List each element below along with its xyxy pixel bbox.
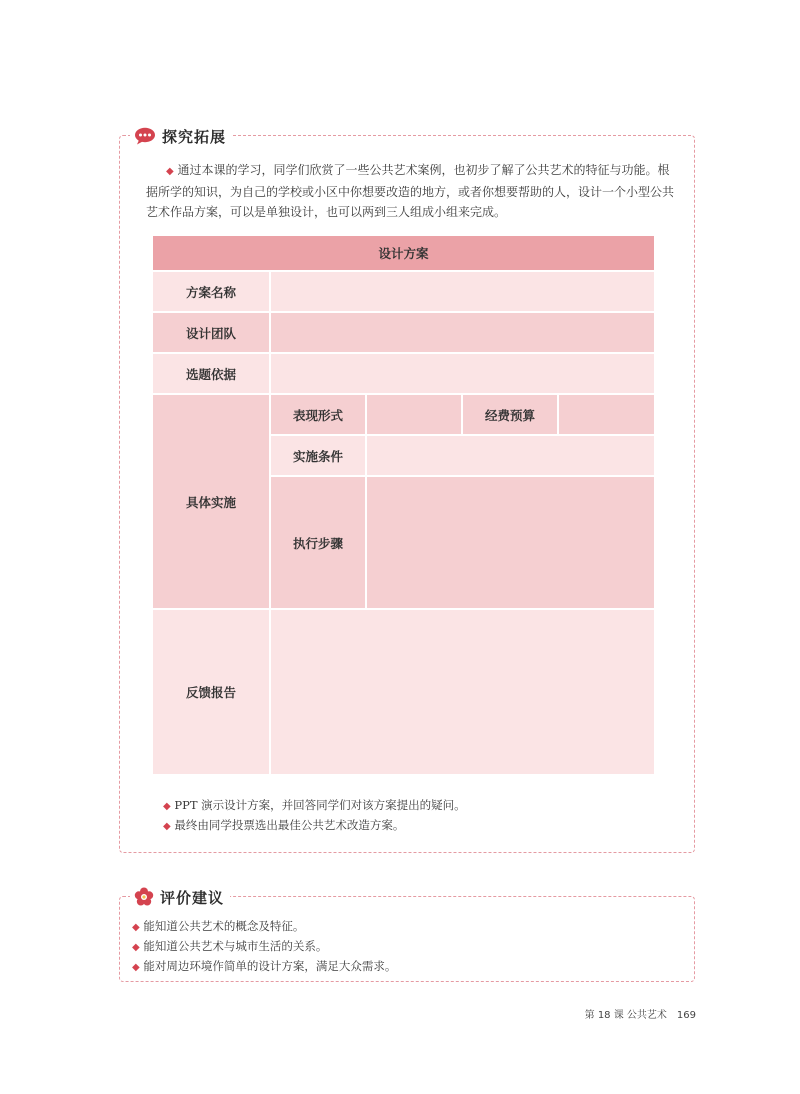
label-budget: 经费预算	[462, 394, 558, 435]
evaluation-title: 评价建议	[160, 888, 225, 907]
diamond-bullet-icon: ◆	[163, 801, 171, 812]
intro-paragraph	[146, 160, 676, 222]
field-budget	[558, 394, 655, 435]
speech-bubble-icon	[134, 127, 156, 145]
explore-heading	[130, 124, 232, 148]
intro-text: 通过本课的学习，同学们欣赏了一些公共艺术案例，也初步了解了公共艺术的特征与功能。根据所学的知识，为自己的学校或小区中你想要改造的地方，或者你想要帮助的人，设计一个小型公共艺术作品方案，可以是单独设计，也可以两到三人组成小组来完成。	[146, 163, 675, 219]
label-topic-basis: 选题依据	[152, 353, 270, 394]
label-form: 表现形式	[270, 394, 366, 435]
field-steps	[366, 476, 655, 609]
list-item: ◆ 能知道公共艺术与城市生活的关系。	[132, 939, 328, 953]
diamond-bullet-icon: ◆	[132, 922, 140, 933]
diamond-bullet-icon: ◆	[132, 942, 140, 953]
evaluation-list	[132, 917, 396, 977]
diamond-bullet-icon: ◆	[166, 166, 174, 177]
list-item: ◆ PPT 演示设计方案，并回答同学们对该方案提出的疑问。	[163, 798, 466, 812]
label-design-team: 设计团队	[152, 312, 270, 353]
label-feedback: 反馈报告	[152, 609, 270, 775]
design-plan-table	[151, 234, 656, 776]
label-steps: 执行步骤	[270, 476, 366, 609]
notes-list	[163, 796, 466, 836]
diamond-bullet-icon: ◆	[132, 962, 140, 973]
page-footer	[585, 1006, 696, 1021]
field-feedback	[270, 609, 655, 775]
label-conditions: 实施条件	[270, 435, 366, 476]
lesson-label: 第 18 课 公共艺术	[584, 1010, 667, 1021]
field-design-team	[270, 312, 655, 353]
flower-icon	[134, 887, 154, 907]
label-implementation: 具体实施	[152, 394, 270, 609]
page-number: 169	[676, 1010, 696, 1021]
field-plan-name	[270, 271, 655, 312]
list-item: ◆ 最终由同学投票选出最佳公共艺术改造方案。	[163, 818, 405, 832]
list-item: ◆ 能对周边环境作简单的设计方案，满足大众需求。	[132, 959, 397, 973]
list-item: ◆ 能知道公共艺术的概念及特征。	[132, 919, 305, 933]
table-header: 设计方案	[152, 235, 655, 271]
explore-title: 探究拓展	[162, 127, 227, 146]
field-form	[366, 394, 462, 435]
label-plan-name: 方案名称	[152, 271, 270, 312]
field-topic-basis	[270, 353, 655, 394]
diamond-bullet-icon: ◆	[163, 821, 171, 832]
evaluation-heading	[130, 885, 230, 909]
field-conditions	[366, 435, 655, 476]
